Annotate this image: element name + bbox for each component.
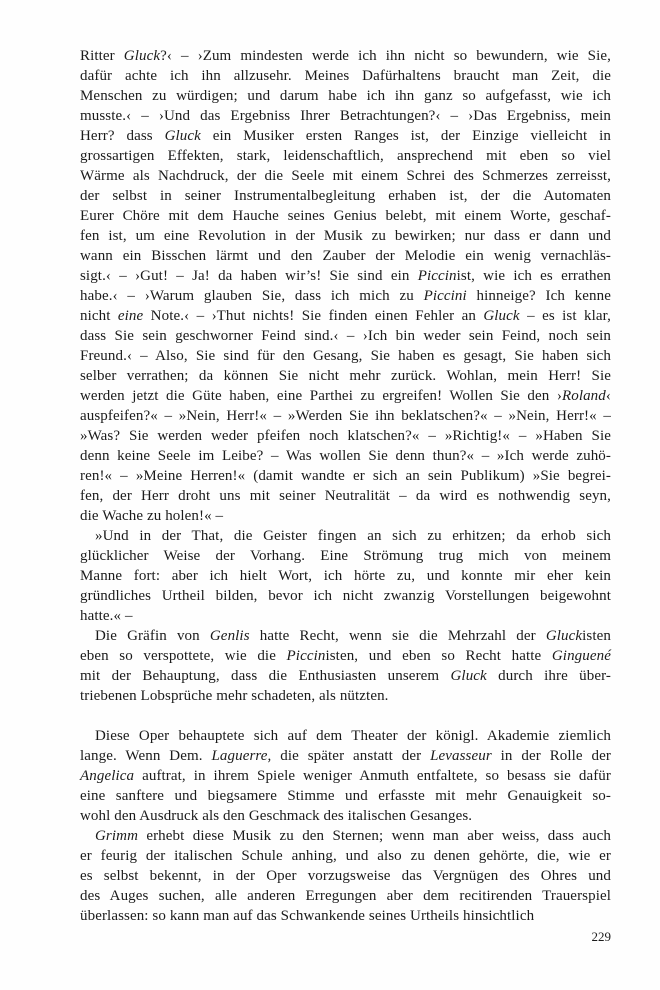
plain-text: isten (582, 628, 611, 644)
plain-text: glücklicher Weise der Vorhang. Eine Strömung trug mich von meinem (80, 548, 611, 564)
text-line (80, 286, 611, 306)
text-line (80, 766, 611, 786)
text-line (80, 646, 611, 666)
italic-text: Gluck (123, 48, 161, 64)
plain-text: erhebt diese Musik zu den Sternen; wenn man aber weiss, dass auch (138, 828, 611, 844)
text-line (80, 666, 611, 686)
text-line (80, 566, 611, 586)
italic-text: Gluck (450, 668, 487, 684)
paragraph (80, 526, 611, 626)
text-line (80, 806, 611, 826)
plain-text: durch ihre über- (486, 668, 611, 684)
plain-text: lange. Wenn Dem. (80, 748, 212, 764)
italic-text: Laguerre, (211, 748, 272, 764)
plain-text: wann ein Bisschen lärmt und den Zauber der Melodie ein wenig vernachläs- (80, 248, 611, 264)
plain-text: hatte.« – (80, 608, 133, 624)
plain-text: Manne fort: aber ich hielt Wort, ich hörte zu, und konnte mir eher kein (80, 568, 611, 584)
italic-text: Roland (561, 388, 606, 404)
plain-text: Wärme als Nachdruck, der die Seele mit einem Schrei des Schmerzes zerreisst, (80, 168, 611, 184)
text-line (80, 186, 611, 206)
plain-text: isten, und eben so Recht hatte (325, 648, 552, 664)
plain-text: Note.‹ – ›Thut nichts! Sie finden einen Fehler an (143, 308, 484, 324)
text-line (80, 786, 611, 806)
plain-text: Freund.‹ – Also, Sie sind für den Gesang, Sie haben es gesagt, Sie haben sich (80, 348, 611, 364)
text-line (80, 46, 611, 66)
text-line (80, 206, 611, 226)
plain-text: Diese Oper behauptete sich auf dem Theater der königl. Akademie ziemlich (95, 728, 611, 744)
italic-text: Grimm (95, 828, 139, 844)
text-line (80, 606, 611, 626)
text-line (80, 546, 611, 566)
plain-text: fen ist, um eine Revolution in der Musik zu bewirken; nur dass er dann und (80, 228, 611, 244)
plain-text: dass Sie sein geschworner Feind sind.‹ – ›Ich bin weder sein Feind, noch sein (80, 328, 611, 344)
plain-text: in der Rolle der (491, 748, 612, 764)
plain-text: grossartigen Effekten, stark, leidenschaftlich, ansprechend mit eben so viel (80, 148, 611, 164)
text-line (80, 246, 611, 266)
text-line (80, 826, 611, 846)
plain-text: »Und in der That, die Geister fingen an sich zu erhitzen; da erhob sich (95, 528, 611, 544)
plain-text: musste.‹ – ›Und das Ergebniss Ihrer Betrachtungen?‹ – ›Das Ergebniss, mein (80, 108, 611, 124)
plain-text: sigt.‹ – ›Gut! – Ja! da haben wir’s! Sie sind ein (80, 268, 418, 284)
text-line (80, 346, 611, 366)
plain-text: überlassen: so kann man auf das Schwankende seines Urtheils hinsichtlich (80, 908, 535, 924)
plain-text: gründliches Urtheil bilden, bevor ich nicht zwanzig Vorstellungen beigewohnt (80, 588, 611, 604)
text-line (80, 846, 611, 866)
text-line (80, 586, 611, 606)
plain-text: Herr? dass (80, 128, 165, 144)
italic-text: Piccini (423, 288, 467, 304)
plain-text: »Was? Sie werden weder pfeifen noch klatschen?« – »Richtig!« – »Haben Sie (80, 428, 611, 444)
plain-text: hinneige? Ich kenne (466, 288, 611, 304)
plain-text: fen, der Herr droht uns mit seiner Neutralität – da wird es nothwendig seyn, (80, 488, 611, 504)
plain-text: dafür achte ich ihn allzusehr. Meines Dafürhaltens braucht man Zeit, die (80, 68, 611, 84)
plain-text: Ritter (80, 48, 124, 64)
plain-text: ein Musiker ersten Ranges ist, der Einzige vielleicht in (200, 128, 612, 144)
plain-text: eine sanftere und biegsamere Stimme und erfasste mit mehr Genauigkeit so- (80, 788, 611, 804)
plain-text: auftrat, in ihrem Spiele weniger Anmuth entfaltete, so besass sie dafür (134, 768, 611, 784)
text-line (80, 106, 611, 126)
plain-text: wohl den Ausdruck als den Geschmack des italischen Gesanges. (80, 808, 473, 824)
italic-text: Gluck (545, 628, 583, 644)
plain-text: eben so verspottete, wie die (80, 648, 287, 664)
text-line (80, 686, 611, 706)
text-line (80, 166, 611, 186)
page-text (80, 46, 611, 926)
plain-text: denn keine Seele im Leibe? – Was wollen Sie denn thun?« – »Ich werde zuhö- (80, 448, 611, 464)
plain-text: er feurig der italischen Schule anhing, und also zu denen gehörte, die, wie er (80, 848, 611, 864)
text-line (80, 366, 611, 386)
plain-text: Die Gräfin von (95, 628, 210, 644)
text-line (80, 626, 611, 646)
text-line (80, 506, 611, 526)
plain-text: habe.‹ – ›Warum glauben Sie, dass ich mich zu (80, 288, 424, 304)
plain-text: mit der Behauptung, dass die Enthusiasten unserem (80, 668, 451, 684)
text-line (80, 266, 611, 286)
plain-text: auspfeifen?« – »Nein, Herr!« – »Werden Sie ihn beklatschen?« – »Nein, Herr!« – (80, 408, 611, 424)
paragraph (80, 726, 611, 826)
italic-text: Ginguené (551, 648, 611, 664)
text-line (80, 66, 611, 86)
italic-text: Piccin (286, 648, 326, 664)
text-line (80, 866, 611, 886)
text-line (80, 306, 611, 326)
text-line (80, 466, 611, 486)
plain-text: des Auges suchen, alle anderen Erregungen aber dem recitirenden Trauerspiel (80, 888, 611, 904)
plain-text: nicht (80, 308, 118, 324)
text-line (80, 326, 611, 346)
text-line (80, 86, 611, 106)
text-line (80, 226, 611, 246)
plain-text: werden jetzt die Güte haben, eine Parthei zu ergreifen! Wollen Sie den › (80, 388, 562, 404)
text-line (80, 146, 611, 166)
text-line (80, 426, 611, 446)
text-line (80, 486, 611, 506)
plain-text: ist, wie ich es errathen (456, 268, 611, 284)
text-line (80, 886, 611, 906)
italic-text: Genlis (209, 628, 250, 644)
plain-text: die Wache zu holen!« – (80, 508, 224, 524)
plain-text: ?‹ – ›Zum mindesten werde ich ihn nicht so bewundern, wie Sie, (160, 48, 611, 64)
plain-text: – es ist klar, (519, 308, 611, 324)
text-line (80, 906, 611, 926)
italic-text: Angelica (80, 768, 135, 784)
italic-text: Piccin (417, 268, 457, 284)
plain-text: selber verrathen; da können Sie nicht mehr zurück. Wohlan, mein Herr! Sie (80, 368, 611, 384)
text-line (80, 406, 611, 426)
paragraph (80, 826, 611, 926)
page-number: 229 (591, 929, 611, 944)
text-line (80, 726, 611, 746)
text-line (80, 746, 611, 766)
italic-text: Gluck (483, 308, 520, 324)
italic-text: Gluck (164, 128, 201, 144)
text-line (80, 386, 611, 406)
plain-text: Eurer Chöre mit dem Hauche seines Genius belebt, mit einem Worte, geschaf- (80, 208, 611, 224)
plain-text: es selbst bekennt, in der Oper vorzugsweise das Vergnügen des Ohres und (80, 868, 611, 884)
plain-text: Menschen zu würdigen; und darum habe ich ihn ganz so aufgefasst, wie ich (80, 88, 611, 104)
plain-text: ‹ (605, 388, 611, 404)
paragraph (80, 626, 611, 706)
plain-text: hatte Recht, wenn sie die Mehrzahl der (249, 628, 546, 644)
plain-text: triebenen Lobsprüche mehr schadeten, als nützten. (80, 688, 389, 704)
italic-text: Levasseur (430, 748, 492, 764)
text-line (80, 526, 611, 546)
plain-text: die später anstatt der (271, 748, 431, 764)
paragraph (80, 46, 611, 526)
text-line (80, 126, 611, 146)
italic-text: eine (117, 308, 144, 324)
text-line (80, 446, 611, 466)
plain-text: der selbst in seiner Instrumentalbegleitung erhaben ist, der die Automaten (80, 188, 611, 204)
plain-text: ren!« – »Meine Herren!« (damit wandte er sich an sein Publikum) »Sie begrei- (80, 468, 611, 484)
